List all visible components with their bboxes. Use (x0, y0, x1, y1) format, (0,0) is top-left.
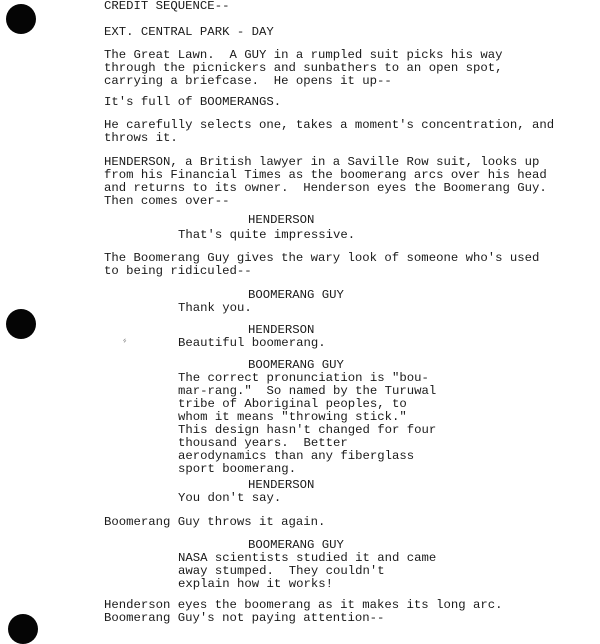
action-paragraph: The Great Lawn. A GUY in a rumpled suit picks his way through the picnickers and sunbathers to an open spot, carrying a briefcase. He opens it up-- (104, 48, 503, 88)
action-paragraph: HENDERSON, a British lawyer in a Saville Row suit, looks up from his Financial Times as the boomerang arcs over his head and returns to its owner. Henderson eyes the Boomerang Guy. Then comes over-- (104, 155, 547, 208)
binder-hole-middle (6, 309, 36, 339)
dialogue: You don't say. (178, 491, 282, 505)
action-paragraph: Henderson eyes the boomerang as it makes its long arc. Boomerang Guy's not paying attention-- (104, 598, 503, 625)
action-paragraph: The Boomerang Guy gives the wary look of someone who's used to being ridiculed-- (104, 251, 540, 278)
action-paragraph: It's full of BOOMERANGS. (104, 95, 282, 109)
pen-mark: ⸗ (120, 335, 130, 348)
dialogue: The correct pronunciation is "bou- mar-rang." So named by the Turuwal tribe of Aboriginal peoples, to whom it means "throwing stick." This design hasn't changed for four thousand years. Better aerodynamics than any fiberglass sport boomerang. (178, 371, 437, 476)
binder-hole-top (6, 4, 36, 34)
dialogue: NASA scientists studied it and came away stumped. They couldn't explain how it works! (178, 551, 437, 591)
dialogue: Beautiful boomerang. (178, 336, 326, 350)
binder-hole-bottom (8, 614, 38, 644)
action-paragraph: He carefully selects one, takes a moment's concentration, and throws it. (104, 118, 555, 145)
screenplay-text (104, 0, 574, 625)
character-name: BOOMERANG GUY (248, 358, 344, 372)
action-paragraph: Boomerang Guy throws it again. (104, 515, 326, 529)
character-name: BOOMERANG GUY (248, 538, 344, 552)
dialogue: Thank you. (178, 301, 252, 315)
credit-header: CREDIT SEQUENCE-- (104, 0, 230, 13)
character-name: HENDERSON (248, 478, 315, 492)
scene-heading: EXT. CENTRAL PARK - DAY (104, 25, 274, 39)
character-name: HENDERSON (248, 323, 315, 337)
dialogue: That's quite impressive. (178, 228, 356, 242)
character-name: HENDERSON (248, 213, 315, 227)
character-name: BOOMERANG GUY (248, 288, 344, 302)
